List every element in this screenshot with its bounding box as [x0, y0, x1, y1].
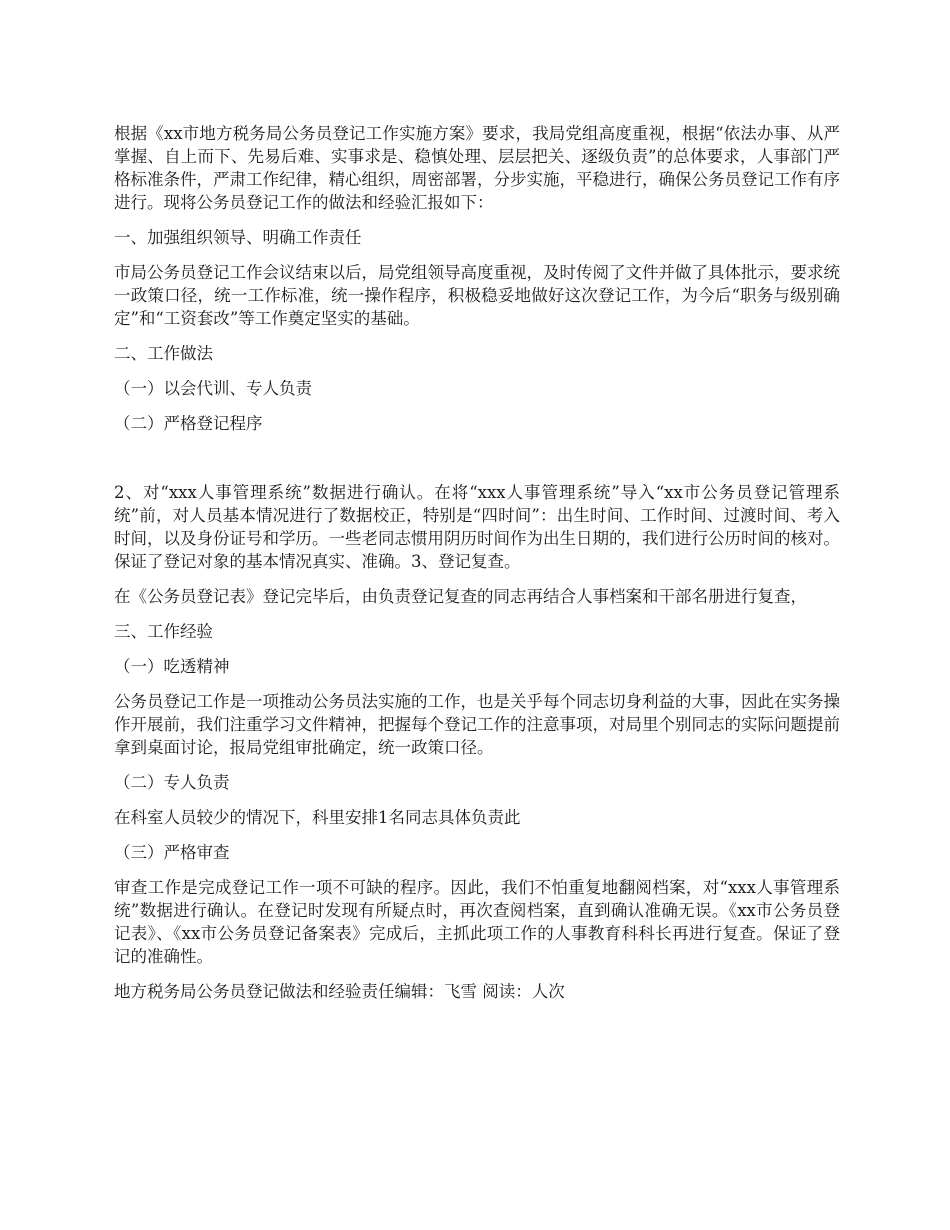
- intro-paragraph: 根据《xx市地方税务局公务员登记工作实施方案》要求，我局党组高度重视，根据“依法办事、从严掌握、自上而下、先易后难、实事求是、稳慎处理、层层把关、逐级负责”的总体要求，人事部门严格标准条件，严肃工作纪律，精心组织，周密部署，分步实施，平稳进行，确保公务员登记工作有序进行。现将公务员登记工作的做法和经验汇报如下：: [114, 124, 840, 212]
- paragraph-leadership: 市局公务员登记工作会议结束以后，局党组领导高度重视，及时传阅了文件并做了具体批示，要求统一政策口径，统一工作标准，统一操作程序，积极稳妥地做好这次登记工作，为今后“职务与级别确定”和“工资套改”等工作奠定坚实的基础。: [114, 263, 840, 328]
- editor-footer: 地方税务局公务员登记做法和经验责任编辑：飞雪 阅读：人次: [114, 982, 565, 1001]
- paragraph-strict-review: 审查工作是完成登记工作一项不可缺的程序。因此，我们不怕重复地翻阅档案，对“xxx人事管理系统”数据进行确认。在登记时发现有所疑点时，再次查阅档案，直到确认准确无误。《xx市公务员登记表》、《xx市公务员登记备案表》完成后，主抓此项工作的人事教育科科长再进行复查。保证了登记的准确性。: [114, 878, 840, 966]
- paragraph-spirit: 公务员登记工作是一项推动公务员法实施的工作，也是关乎每个同志切身利益的大事，因此在实务操作开展前，我们注重学习文件精神，把握每个登记工作的注意事项，对局里个别同志的实际问题提前拿到桌面讨论，报局党组审批确定，统一政策口径。: [114, 692, 840, 757]
- section-heading-1: 一、加强组织领导、明确工作责任: [114, 228, 362, 247]
- subheading-3-3: （三）严格审查: [114, 843, 230, 862]
- paragraph-review: 在《公务员登记表》登记完毕后，由负责登记复查的同志再结合人事档案和干部名册进行复查，: [114, 587, 807, 606]
- subheading-3-2: （二）专人负责: [114, 773, 230, 792]
- subheading-3-1: （一）吃透精神: [114, 657, 230, 676]
- document-body: [114, 122, 840, 1003]
- section-heading-2: 二、工作做法: [114, 344, 213, 363]
- subheading-2-1: （一）以会代训、专人负责: [114, 379, 312, 398]
- paragraph-data-confirmation: 2、对“xxx人事管理系统”数据进行确认。在将“xxx人事管理系统”导入“xx市公务员登记管理系统”前，对人员基本情况进行了数据校正，特别是“四时间”：出生时间、工作时间、过渡时间、考入时间，以及身份证号和学历。一些老同志惯用阴历时间作为出生日期的，我们进行公历时间的核对。保证了登记对象的基本情况真实、准确。3、登记复查。: [114, 483, 840, 571]
- subheading-2-2: （二）严格登记程序: [114, 414, 263, 433]
- paragraph-dedicated-person: 在科室人员较少的情况下，科里安排1名同志具体负责此: [114, 808, 521, 827]
- section-heading-3: 三、工作经验: [114, 622, 213, 641]
